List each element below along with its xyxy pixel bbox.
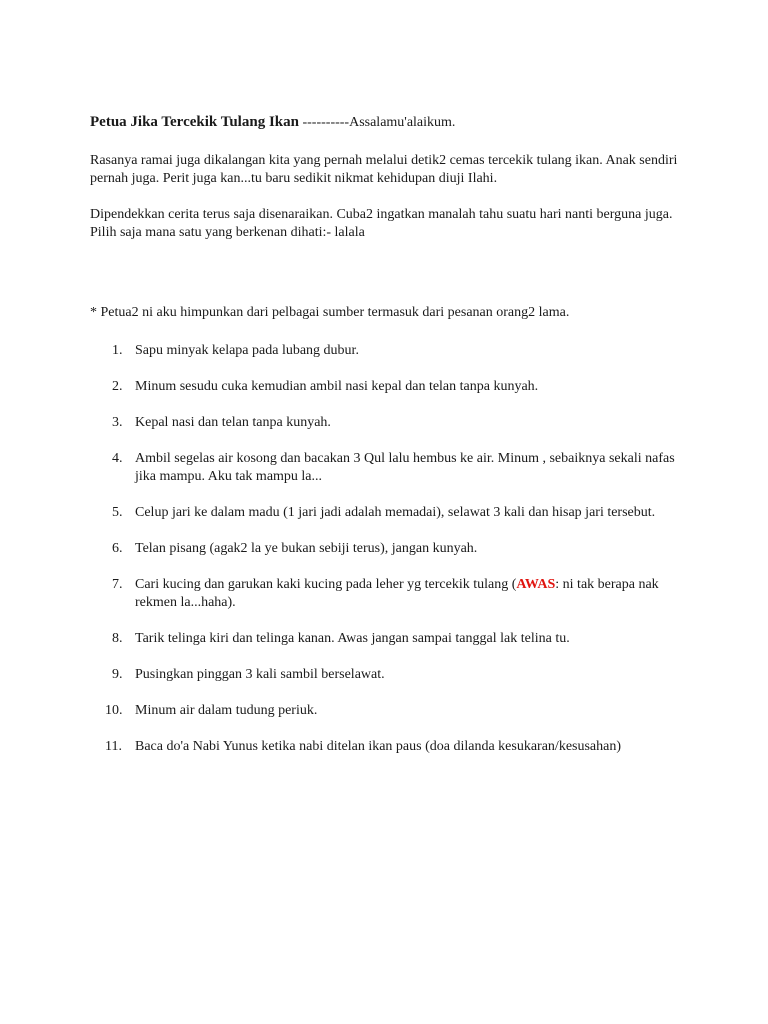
item-number: 8. <box>112 631 123 646</box>
list-item <box>90 378 690 396</box>
list-item <box>90 738 690 756</box>
item-text-after: : ni tak berapa nak rekmen la...haha). <box>135 577 659 610</box>
list-item <box>90 576 690 612</box>
list-item <box>90 504 690 522</box>
intro-paragraph: Rasanya ramai juga dikalangan kita yang pernah melalui detik2 cemas tercekik tulang ikan. Anak sendiri pernah juga. Perit juga kan...tu baru sedikit nikmat kehidupan diuji Ilahi. <box>90 153 678 186</box>
list-item <box>90 342 690 360</box>
list-item <box>90 450 690 486</box>
item-text-before: Cari kucing dan garukan kaki kucing pada leher yg tercekik tulang ( <box>135 577 517 592</box>
list-item <box>90 540 690 558</box>
item-text: Tarik telinga kiri dan telinga kanan. Awas jangan sampai tanggal lak telina tu. <box>135 631 570 646</box>
item-number: 11. <box>105 739 122 754</box>
item-number: 7. <box>112 577 123 592</box>
document-page <box>90 113 690 774</box>
item-text: Sapu minyak kelapa pada lubang dubur. <box>135 343 359 358</box>
item-number: 6. <box>112 541 123 556</box>
item-number: 4. <box>112 451 123 466</box>
item-number: 3. <box>112 415 123 430</box>
item-text: Ambil segelas air kosong dan bacakan 3 Qul lalu hembus ke air. Minum , sebaiknya sekali nafas jika mampu. Aku tak mampu la... <box>135 451 675 484</box>
item-text: Kepal nasi dan telan tanpa kunyah. <box>135 415 331 430</box>
tips-list <box>90 342 690 756</box>
list-item <box>90 702 690 720</box>
blank-space <box>90 260 690 304</box>
list-item <box>90 666 690 684</box>
item-text: Celup jari ke dalam madu (1 jari jadi adalah memadai), selawat 3 kali dan hisap jari tersebut. <box>135 505 656 520</box>
list-item <box>90 630 690 648</box>
item-number: 9. <box>112 667 123 682</box>
second-paragraph: Dipendekkan cerita terus saja disenaraikan. Cuba2 ingatkan manalah tahu suatu hari nanti berguna juga. Pilih saja mana satu yang berkenan dihati:- lalala <box>90 207 673 240</box>
list-item <box>90 414 690 432</box>
item-number: 5. <box>112 505 123 520</box>
item-text: Baca do'a Nabi Yunus ketika nabi ditelan ikan paus (doa dilanda kesukaran/kesusahan) <box>135 739 622 754</box>
title-bold-text: Petua Jika Tercekik Tulang Ikan <box>90 114 299 130</box>
item-text: Minum sesudu cuka kemudian ambil nasi kepal dan telan tanpa kunyah. <box>135 379 539 394</box>
item-number: 10. <box>105 703 123 718</box>
item-number: 1. <box>112 343 123 358</box>
item-number: 2. <box>112 379 123 394</box>
item-text: Pusingkan pinggan 3 kali sambil berselawat. <box>135 667 385 682</box>
title-greeting: ----------Assalamu'alaikum. <box>298 115 456 130</box>
item-text: Telan pisang (agak2 la ye bukan sebiji terus), jangan kunyah. <box>135 541 478 556</box>
warning-highlight: AWAS <box>516 577 556 592</box>
document-title <box>90 113 690 132</box>
source-note: * Petua2 ni aku himpunkan dari pelbagai sumber termasuk dari pesanan orang2 lama. <box>90 305 570 320</box>
item-text: Minum air dalam tudung periuk. <box>135 703 318 718</box>
